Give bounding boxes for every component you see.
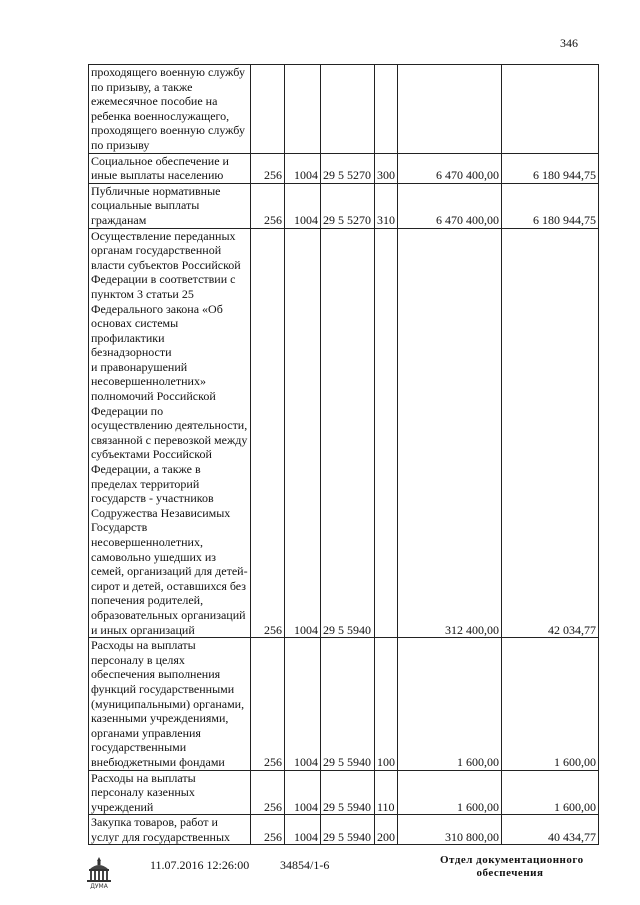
row-approved-amount-text: 312 400,00 xyxy=(445,622,499,637)
row-executed-amount xyxy=(502,770,599,815)
row-expense-type xyxy=(375,770,398,815)
row-name-text: Закупка товаров, работ и услуг для государственных xyxy=(91,815,231,844)
row-expense-type-text: 110 xyxy=(377,799,395,814)
row-executed-amount-text: 40 434,77 xyxy=(548,829,596,844)
row-name-text: Осуществление переданных органам государственной власти субъектов Российской Федерации в соответствии с пунктом 3 статьи 25 Федерального закона «Об основах системы профилактики безнадзорности и правонарушений несовершеннолетних» полномочий Российской Федерации по осуществлению деятельности, связанной с перевозкой между субъектами Российской Федерации, а также в пределах территорий государств - участников Содружества Независимых Государств несовершеннолетних, самовольно ушедших из семей, организаций для детей- сирот и детей, оставшихся без попечения родителей, образовательных организаций и иных организаций xyxy=(91,228,248,637)
row-expense-type xyxy=(375,638,398,770)
row-approved-amount-text: 1 600,00 xyxy=(457,799,499,814)
row-expense-type-text: 200 xyxy=(377,829,395,844)
row-expense-type xyxy=(375,65,398,154)
row-executed-amount xyxy=(502,153,599,183)
row-ved-code xyxy=(251,815,285,845)
row-approved-amount-text: 310 800,00 xyxy=(445,829,499,844)
row-name xyxy=(89,65,251,154)
duma-emblem-icon xyxy=(84,855,114,889)
row-expense-type xyxy=(375,183,398,228)
row-executed-amount-text: 42 034,77 xyxy=(548,622,596,637)
row-section-code xyxy=(285,153,321,183)
row-section-code-text: 1004 xyxy=(294,799,318,814)
row-ved-code xyxy=(251,183,285,228)
row-section-code xyxy=(285,228,321,638)
row-section-code-text: 1004 xyxy=(294,622,318,637)
row-section-code xyxy=(285,770,321,815)
row-executed-amount-text: 6 180 944,75 xyxy=(533,168,596,183)
row-ved-code-text: 256 xyxy=(264,622,282,637)
row-name xyxy=(89,228,251,638)
page-number: 346 xyxy=(560,36,578,50)
footer-department xyxy=(440,854,584,880)
row-name xyxy=(89,770,251,815)
row-target-article xyxy=(321,65,375,154)
footer-date: 11.07.2016 12:26:00 xyxy=(150,858,250,872)
row-approved-amount xyxy=(398,638,502,770)
table-row xyxy=(89,183,599,228)
footer-dept-line2: обеспечения xyxy=(476,867,544,879)
row-expense-type-text: 300 xyxy=(377,168,395,183)
row-ved-code-text: 256 xyxy=(264,212,282,227)
row-section-code xyxy=(285,815,321,845)
row-executed-amount xyxy=(502,228,599,638)
row-name xyxy=(89,638,251,770)
row-name-text: Расходы на выплаты персоналу казенных учреждений xyxy=(91,770,196,814)
row-target-article xyxy=(321,815,375,845)
row-approved-amount xyxy=(398,183,502,228)
table-row xyxy=(89,770,599,815)
row-approved-amount-text: 6 470 400,00 xyxy=(436,168,499,183)
row-name-text: Расходы на выплаты персоналу в целях обеспечения выполнения функций государственными (муниципальными) органами, казенными учреждениями, органами управления государственными внебюджетными фондами xyxy=(91,638,245,769)
row-executed-amount xyxy=(502,815,599,845)
row-executed-amount-text: 1 600,00 xyxy=(554,799,596,814)
row-target-article xyxy=(321,153,375,183)
row-approved-amount xyxy=(398,815,502,845)
row-section-code xyxy=(285,65,321,154)
row-executed-amount-text: 1 600,00 xyxy=(554,754,596,769)
row-section-code xyxy=(285,638,321,770)
row-name xyxy=(89,815,251,845)
row-expense-type xyxy=(375,153,398,183)
budget-table xyxy=(88,64,599,845)
row-target-article-text: 29 5 5940 xyxy=(323,754,371,769)
row-target-article xyxy=(321,638,375,770)
row-executed-amount-text: 6 180 944,75 xyxy=(533,212,596,227)
row-name-text: проходящего военную службу по призыву, а также ежемесячное пособие на ребенка военнослужащего, проходящего военную службу по призыву xyxy=(91,65,245,152)
row-target-article-text: 29 5 5940 xyxy=(323,622,371,637)
row-expense-type xyxy=(375,815,398,845)
row-expense-type-text: 100 xyxy=(377,754,395,769)
row-executed-amount xyxy=(502,183,599,228)
row-approved-amount-text: 6 470 400,00 xyxy=(436,212,499,227)
row-approved-amount xyxy=(398,65,502,154)
row-target-article xyxy=(321,183,375,228)
table-row xyxy=(89,815,599,845)
row-section-code-text: 1004 xyxy=(294,212,318,227)
row-approved-amount xyxy=(398,228,502,638)
row-ved-code-text: 256 xyxy=(264,754,282,769)
row-name xyxy=(89,183,251,228)
table-row xyxy=(89,638,599,770)
row-target-article-text: 29 5 5270 xyxy=(323,168,371,183)
row-executed-amount xyxy=(502,65,599,154)
row-ved-code xyxy=(251,770,285,815)
row-approved-amount xyxy=(398,770,502,815)
row-section-code-text: 1004 xyxy=(294,168,318,183)
row-ved-code xyxy=(251,65,285,154)
row-section-code xyxy=(285,183,321,228)
row-ved-code xyxy=(251,638,285,770)
row-target-article xyxy=(321,770,375,815)
table-row xyxy=(89,65,599,154)
table-row xyxy=(89,228,599,638)
row-name-text: Публичные нормативные социальные выплаты гражданам xyxy=(91,183,221,227)
row-approved-amount xyxy=(398,153,502,183)
row-ved-code xyxy=(251,228,285,638)
table-row xyxy=(89,153,599,183)
row-expense-type-text: 310 xyxy=(377,212,395,227)
row-section-code-text: 1004 xyxy=(294,829,318,844)
footer-doc-number: 34854/1-6 xyxy=(280,858,330,872)
footer-dept-line1: Отдел документационного xyxy=(440,854,584,866)
row-name xyxy=(89,153,251,183)
row-ved-code xyxy=(251,153,285,183)
row-executed-amount xyxy=(502,638,599,770)
row-target-article-text: 29 5 5270 xyxy=(323,212,371,227)
row-ved-code-text: 256 xyxy=(264,799,282,814)
emblem-text: ДУМА xyxy=(90,883,108,889)
row-name-text: Социальное обеспечение и иные выплаты населению xyxy=(91,153,229,183)
row-expense-type xyxy=(375,228,398,638)
row-target-article-text: 29 5 5940 xyxy=(323,799,371,814)
row-target-article xyxy=(321,228,375,638)
row-ved-code-text: 256 xyxy=(264,829,282,844)
row-section-code-text: 1004 xyxy=(294,754,318,769)
row-ved-code-text: 256 xyxy=(264,168,282,183)
row-target-article-text: 29 5 5940 xyxy=(323,829,371,844)
row-approved-amount-text: 1 600,00 xyxy=(457,754,499,769)
